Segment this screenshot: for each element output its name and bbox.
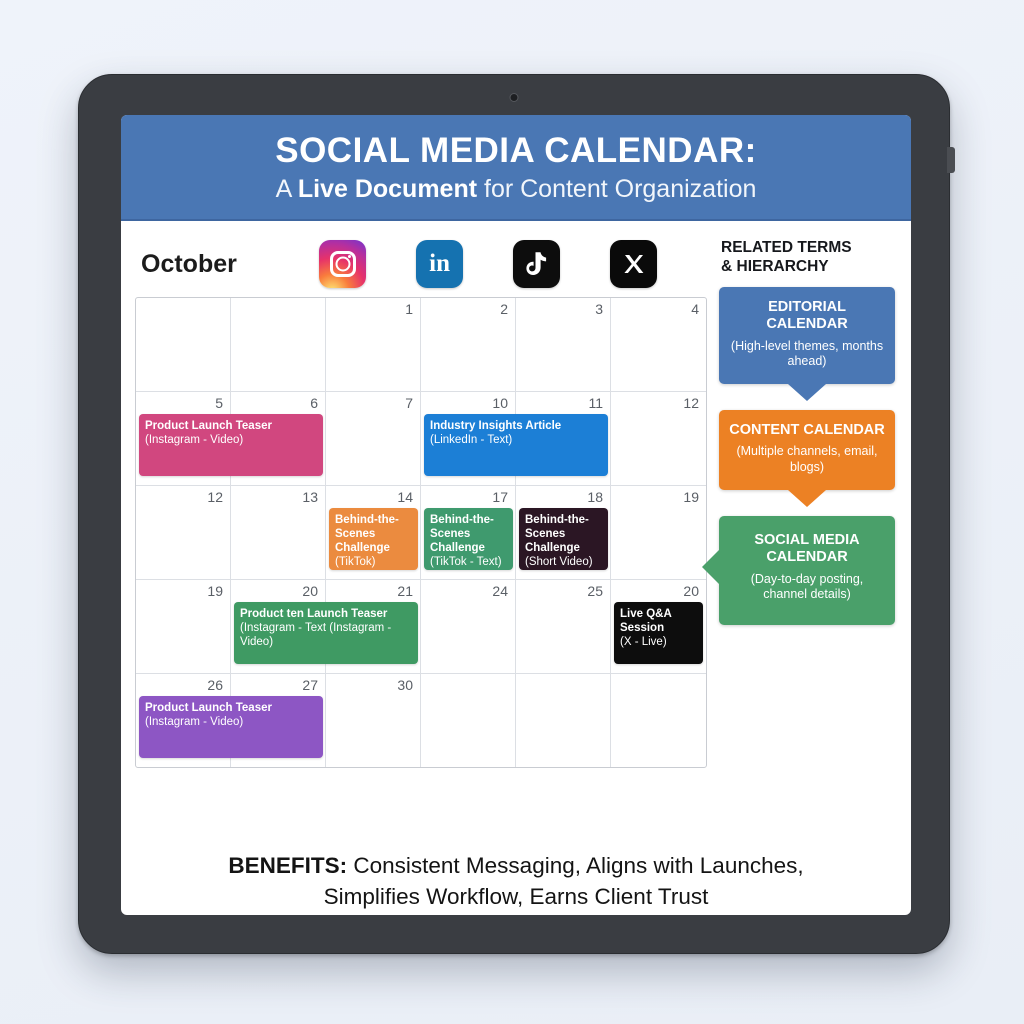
- hierarchy-title-line1: RELATED TERMS: [721, 239, 852, 257]
- calendar-week-row: [136, 392, 706, 486]
- x-icon[interactable]: [610, 240, 657, 288]
- calendar-day-cell[interactable]: [611, 486, 706, 579]
- calendar-day-cell[interactable]: [231, 298, 326, 391]
- event-channel: (Short Video): [525, 556, 593, 569]
- benefits-footer: [121, 839, 911, 912]
- benefits-label: BENEFITS:: [228, 853, 348, 879]
- calendar-day-cell[interactable]: [231, 580, 392, 673]
- calendar-day-cell[interactable]: [231, 486, 326, 579]
- content-body: [121, 221, 911, 839]
- calendar-day-cell[interactable]: [516, 486, 611, 579]
- day-number: 13: [302, 489, 318, 506]
- calendar-day-cell[interactable]: [326, 486, 421, 579]
- hierarchy-box-editorial-calendar[interactable]: [719, 287, 895, 384]
- calendar-day-cell[interactable]: [611, 674, 706, 767]
- day-number: 4: [691, 301, 699, 318]
- day-number: 10: [492, 395, 508, 412]
- event-channel: (LinkedIn - Text): [430, 434, 513, 447]
- calendar-event-behind-the-scenes-tiktok[interactable]: [329, 508, 418, 570]
- hierarchy-box-title: EDITORIAL CALENDAR: [766, 299, 848, 333]
- header-banner: [121, 115, 911, 221]
- calendar-day-cell[interactable]: [611, 298, 706, 391]
- arrow-down-icon: [788, 384, 826, 401]
- day-number: 20: [683, 583, 699, 600]
- linkedin-icon[interactable]: [416, 240, 463, 288]
- day-number: 14: [397, 489, 413, 506]
- day-number: 12: [207, 489, 223, 506]
- calendar-day-cell[interactable]: [136, 298, 231, 391]
- calendar-day-cell[interactable]: [326, 392, 421, 485]
- event-title: Behind-the-Scenes Challenge: [335, 514, 399, 555]
- calendar-day-cell[interactable]: [136, 674, 272, 767]
- subtitle-emphasis: Live Document: [297, 174, 478, 203]
- calendar-day-cell[interactable]: [516, 392, 611, 485]
- calendar-panel: [135, 231, 707, 839]
- day-number: 24: [492, 583, 508, 600]
- calendar-event-behind-the-scenes-tiktok-text[interactable]: [424, 508, 513, 570]
- day-number: 19: [683, 489, 699, 506]
- page-subtitle: [141, 176, 891, 204]
- event-channel: (Instagram - Video): [145, 716, 244, 729]
- channel-legend: [135, 231, 707, 297]
- calendar-day-cell[interactable]: [136, 486, 231, 579]
- hierarchy-box-social-media-calendar[interactable]: [719, 516, 895, 625]
- calendar-event-live-qa-session[interactable]: [614, 602, 703, 664]
- day-number: 12: [683, 395, 699, 412]
- event-title: Live Q&A Session: [620, 608, 672, 635]
- calendar-day-cell[interactable]: [516, 298, 611, 391]
- tablet-screen: [121, 115, 911, 915]
- benefits-text-1: Consistent Messaging, Aligns with Launches,: [347, 853, 804, 879]
- event-channel: (X - Live): [620, 636, 667, 649]
- tiktok-icon[interactable]: [513, 240, 560, 288]
- calendar-grid[interactable]: [135, 297, 707, 768]
- hierarchy-box-subtitle: (Multiple channels, email, blogs): [736, 444, 878, 475]
- calendar-day-cell[interactable]: [516, 674, 611, 767]
- hierarchy-panel: [707, 231, 895, 839]
- calendar-day-cell[interactable]: [421, 580, 516, 673]
- day-number: 26: [207, 677, 223, 694]
- event-channel: (TikTok - Text): [430, 556, 502, 569]
- event-title: Product ten Launch Teaser: [240, 608, 388, 621]
- instagram-icon[interactable]: [319, 240, 366, 288]
- calendar-event-behind-the-scenes-short-video[interactable]: [519, 508, 608, 570]
- calendar-day-cell[interactable]: [611, 392, 706, 485]
- calendar-week-row: [136, 298, 706, 392]
- calendar-day-cell[interactable]: [326, 580, 421, 673]
- calendar-day-cell[interactable]: [516, 580, 611, 673]
- day-number: 1: [405, 301, 413, 318]
- day-number: 25: [587, 583, 603, 600]
- tiktok-glyph: [524, 250, 550, 278]
- event-title: Industry Insights Article: [430, 420, 562, 433]
- subtitle-post: for Content Organization: [477, 174, 757, 203]
- benefits-line-1: [151, 851, 881, 881]
- arrow-down-icon: [788, 490, 826, 507]
- hierarchy-box-title: CONTENT CALENDAR: [729, 422, 885, 439]
- event-channel: (Instagram - Video): [145, 434, 244, 447]
- event-title: Product Launch Teaser: [145, 702, 272, 715]
- hierarchy-box-title: SOCIAL MEDIA CALENDAR: [754, 531, 860, 566]
- day-number: 2: [500, 301, 508, 318]
- calendar-day-cell[interactable]: [611, 580, 706, 673]
- calendar-day-cell[interactable]: [421, 392, 562, 485]
- day-number: 11: [588, 395, 603, 412]
- x-glyph: [622, 252, 646, 276]
- calendar-day-cell[interactable]: [421, 674, 516, 767]
- day-number: 17: [492, 489, 508, 506]
- subtitle-pre: A: [275, 174, 298, 203]
- day-number: 6: [310, 395, 318, 412]
- calendar-day-cell[interactable]: [136, 392, 272, 485]
- event-title: Product Launch Teaser: [145, 420, 272, 433]
- linkedin-label: in: [429, 250, 450, 278]
- calendar-week-row: [136, 580, 706, 674]
- day-number: 21: [397, 583, 413, 600]
- hierarchy-title: [719, 231, 895, 287]
- month-label: October: [141, 249, 237, 278]
- hierarchy-title-line2: & HIERARCHY: [721, 258, 829, 276]
- calendar-day-cell[interactable]: [231, 392, 326, 485]
- calendar-day-cell[interactable]: [231, 674, 326, 767]
- arrow-left-icon: [702, 550, 719, 584]
- instagram-glyph: [330, 251, 356, 277]
- event-title: Behind-the-Scenes Challenge: [430, 514, 494, 555]
- camera-icon: [510, 93, 519, 102]
- calendar-day-cell[interactable]: [326, 674, 421, 767]
- day-number: 3: [595, 301, 603, 318]
- tablet-device: [78, 74, 950, 954]
- event-channel: (Instagram - Text (Instagram - Video): [240, 622, 392, 649]
- day-number: 5: [215, 395, 223, 412]
- calendar-week-row: [136, 486, 706, 580]
- day-number: 18: [587, 489, 603, 506]
- calendar-day-cell[interactable]: [326, 298, 421, 391]
- calendar-day-cell[interactable]: [136, 580, 231, 673]
- calendar-day-cell[interactable]: [421, 298, 516, 391]
- calendar-day-cell[interactable]: [421, 486, 516, 579]
- hierarchy-box-content-calendar[interactable]: [719, 410, 895, 490]
- hierarchy-box-subtitle: (Day-to-day posting, channel details): [750, 571, 864, 602]
- benefits-line-2: Simplifies Workflow, Earns Client Trust: [323, 883, 709, 909]
- page-title: SOCIAL MEDIA CALENDAR:: [275, 131, 757, 170]
- day-number: 27: [302, 677, 318, 694]
- calendar-week-row: [136, 674, 706, 767]
- day-number: 19: [207, 583, 223, 600]
- event-title: Behind-the-Scenes Challenge: [525, 514, 589, 555]
- day-number: 30: [397, 677, 413, 694]
- day-number: 7: [405, 395, 413, 412]
- hierarchy-box-subtitle: (High-level themes, months ahead): [730, 338, 884, 369]
- event-channel: (TikTok): [335, 556, 376, 569]
- day-number: 20: [302, 583, 318, 600]
